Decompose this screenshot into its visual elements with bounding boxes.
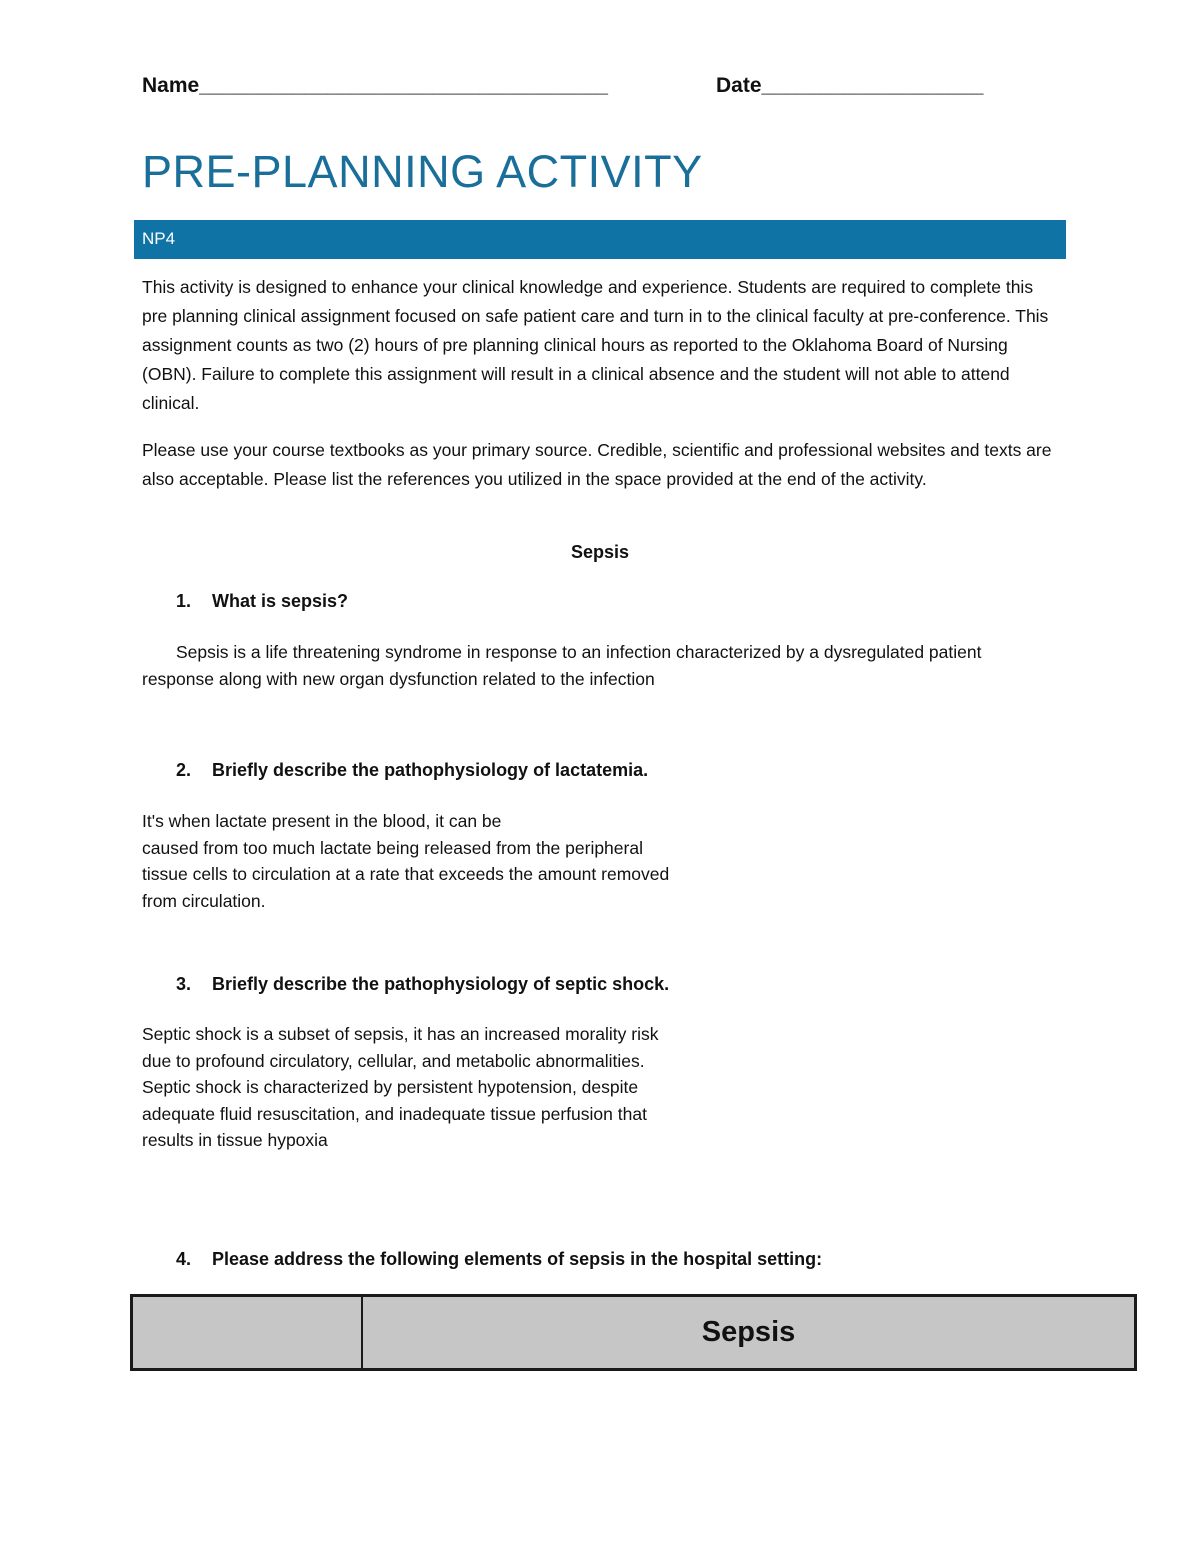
table-header-sepsis-cell: Sepsis: [701, 1316, 796, 1348]
intro-paragraph: This activity is designed to enhance your clinical knowledge and experience. Students are required to complete this pre planning clinical assignment focused on safe patient care and turn in to the clinical faculty at pre-conference. This assignment counts as two (2) hours of pre planning clinical hours as reported to the Oklahoma Board of Nursing (OBN). Failure to complete this assignment will result in a clinical absence and the student will not able to attend clinical.: [142, 277, 1049, 413]
question-text: Briefly describe the pathophysiology of lactatemia.: [212, 760, 649, 780]
question-number: 4.: [176, 1249, 192, 1269]
table-header-left-cell: [133, 1297, 363, 1368]
question-number: 3.: [176, 974, 192, 994]
question-4: [176, 1249, 822, 1270]
section-bar-label: NP4: [142, 229, 176, 248]
topic-heading: Sepsis: [570, 542, 630, 562]
section-bar: [134, 220, 1066, 259]
answer-1: Sepsis is a life threatening syndrome in response to an infection characterized by a dysregulated patient response along with new organ dysfunction related to the infection: [142, 642, 982, 689]
question-text: What is sepsis?: [212, 591, 349, 611]
question-3: [176, 974, 669, 995]
answer-3: Septic shock is a subset of sepsis, it has an increased morality risk due to profound circulatory, cellular, and metabolic abnormalities. Septic shock is characterized by persistent hypotension, despite adequate fluid resuscitation, and inadequate tissue perfusion that results in tissue hypoxia: [142, 1024, 659, 1150]
question-text: Please address the following elements of sepsis in the hospital setting:: [212, 1249, 823, 1269]
question-number: 1.: [176, 591, 192, 611]
question-2: [176, 760, 648, 781]
name-field-label: Name___________________________________: [142, 74, 608, 97]
sepsis-table-header: [130, 1294, 1137, 1371]
date-field-label: Date___________________: [716, 74, 984, 97]
question-number: 2.: [176, 760, 192, 780]
page-title: PRE-PLANNING ACTIVITY: [142, 146, 703, 197]
answer-2: It's when lactate present in the blood, it can be caused from too much lactate being released from the peripheral tissue cells to circulation at a rate that exceeds the amount removed from circulation.: [142, 811, 670, 911]
question-text: Briefly describe the pathophysiology of septic shock.: [212, 974, 670, 994]
header-line: [142, 74, 984, 98]
sources-paragraph: Please use your course textbooks as your primary source. Credible, scientific and professional websites and texts are also acceptable. Please list the references you utilized in the space provided at the end of the activity.: [142, 440, 1052, 489]
question-1: [176, 591, 348, 612]
